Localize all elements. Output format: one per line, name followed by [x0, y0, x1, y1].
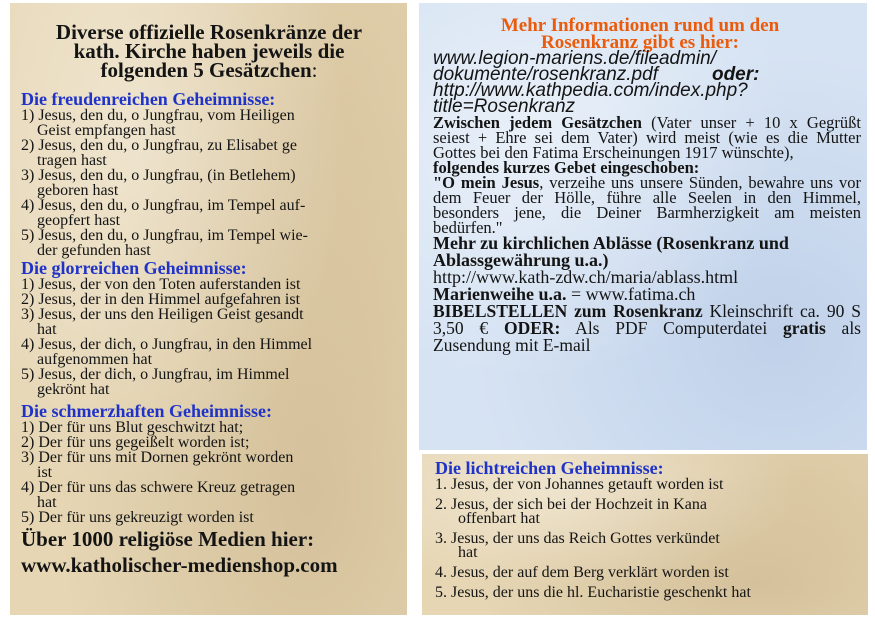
- list-item: 5. Jesus, der uns die hl. Eucharistie geschenkt hat: [435, 584, 751, 601]
- rosary-mysteries-panel: [10, 3, 407, 615]
- list-item: 2) Der für uns gegeißelt worden ist;: [21, 434, 250, 451]
- shop-promo: [21, 526, 397, 578]
- section-title-luminous: Die lichtreichen Geheimnisse:: [435, 458, 664, 478]
- sorrowful-mysteries-list: [21, 420, 397, 525]
- list-item: 5) Jesus, den du, o Jungfrau, im Tempel wie- der gefunden hast: [21, 227, 308, 259]
- list-item: 4. Jesus, der auf dem Berg verklärt worden ist: [435, 564, 729, 581]
- shop-url-link[interactable]: www.katholischer-medienshop.com: [21, 553, 338, 577]
- list-item: 4) Jesus, den du, o Jungfrau, im Tempel auf- geopfert hast: [21, 197, 306, 229]
- list-item: 5) Der für uns gekreuzigt worden ist: [21, 509, 254, 526]
- list-item: 1) Jesus, der von den Toten auferstanden ist: [21, 276, 301, 293]
- more-info-panel: [419, 3, 867, 450]
- bible-verses-info: BIBELSTELLEN zum Rosenkranz Kleinschrift ca. 90 S 3,50 € ODER: Als PDF Computerdatei gratis als Zusendung mit E-mail: [433, 301, 861, 355]
- glorious-mysteries-list: [21, 277, 397, 397]
- list-item: 1) Jesus, den du, o Jungfrau, vom Heiligen Geist empfangen hast: [21, 107, 295, 139]
- joyful-mysteries-list: [21, 108, 397, 258]
- list-item: 2) Jesus, der in den Himmel aufgefahren ist: [21, 291, 301, 308]
- luminous-mysteries-panel: [422, 454, 868, 615]
- legion-mariens-link[interactable]: www.legion-mariens.de/fileadmin/ dokumente/rosenkranz.pdf oder:: [433, 48, 760, 85]
- list-item: 1) Der für uns Blut geschwitzt hat;: [21, 419, 244, 436]
- list-item: 2. Jesus, der sich bei der Hochzeit in Kana offenbart hat: [435, 496, 707, 527]
- section-title-glorious: Die glorreichen Geheimnisse:: [21, 258, 247, 278]
- list-item: 3) Jesus, den du, o Jungfrau, (in Betlehem) geboren hast: [21, 167, 296, 199]
- indulgence-url-link[interactable]: http://www.kath-zdw.ch/maria/ablass.html: [433, 267, 739, 287]
- list-item: 4) Jesus, der dich, o Jungfrau, in den Himmel aufgenommen hat: [21, 336, 313, 368]
- kathpedia-link[interactable]: http://www.kathpedia.com/index.php? title=Rosenkranz: [433, 80, 748, 117]
- list-item: 4) Der für uns das schwere Kreuz getragen hat: [21, 479, 296, 511]
- list-item: 3. Jesus, der uns das Reich Gottes verkündet hat: [435, 530, 720, 561]
- shop-promo-text: Über 1000 religiöse Medien hier:: [21, 527, 315, 551]
- fatima-link[interactable]: = www.fatima.ch: [566, 284, 696, 304]
- panel-heading: Diverse offizielle Rosenkränze der kath. Kirche haben jeweils die folgenden 5 Gesätzchen:: [55, 20, 363, 82]
- list-item: 5) Jesus, der dich, o Jungfrau, im Himmel gekrönt hat: [21, 366, 290, 398]
- section-title-sorrowful: Die schmerzhaften Geheimnisse:: [21, 401, 272, 421]
- list-item: 1. Jesus, der von Johannes getauft worden ist: [435, 476, 724, 493]
- section-title-joyful: Die freudenreichen Geheimnisse:: [21, 89, 276, 109]
- list-item: 3) Der für uns mit Dornen gekrönt worden ist: [21, 449, 294, 481]
- between-decades-paragraph: Zwischen jedem Gesätzchen (Vater unser + 10 x Gegrüßt seiest + Ehre sei dem Vater) wird meist (wie es die Mutter Gottes bei den Fatima Erscheinungen 1917 wünschte), folgendes kurzes Gebet eingeschoben: "O mein Jesus, verzeihe uns unsere Sünden, bewahre uns vor dem Feuer der Hölle, führe alle Seelen in den Himmel, besonders jene, die Deiner Barmherzigkeit am meisten bedürfen.": [433, 113, 861, 237]
- oder-label: oder:: [711, 64, 760, 85]
- list-item: 2) Jesus, den du, o Jungfrau, zu Elisabet ge tragen hast: [21, 137, 297, 169]
- luminous-mysteries-list: [435, 478, 860, 600]
- list-item: 3) Jesus, der uns den Heiligen Geist gesandt hat: [21, 306, 304, 338]
- more-info-title: Mehr Informationen rund um den Rosenkranz gibt es hier:: [500, 15, 780, 53]
- indulgence-info: Mehr zu kirchlichen Ablässe (Rosenkranz und Ablassgewährung u.a.) http://www.kath-zdw.ch/maria/ablass.html Marienweihe u.a. = www.fatima.ch: [433, 235, 861, 303]
